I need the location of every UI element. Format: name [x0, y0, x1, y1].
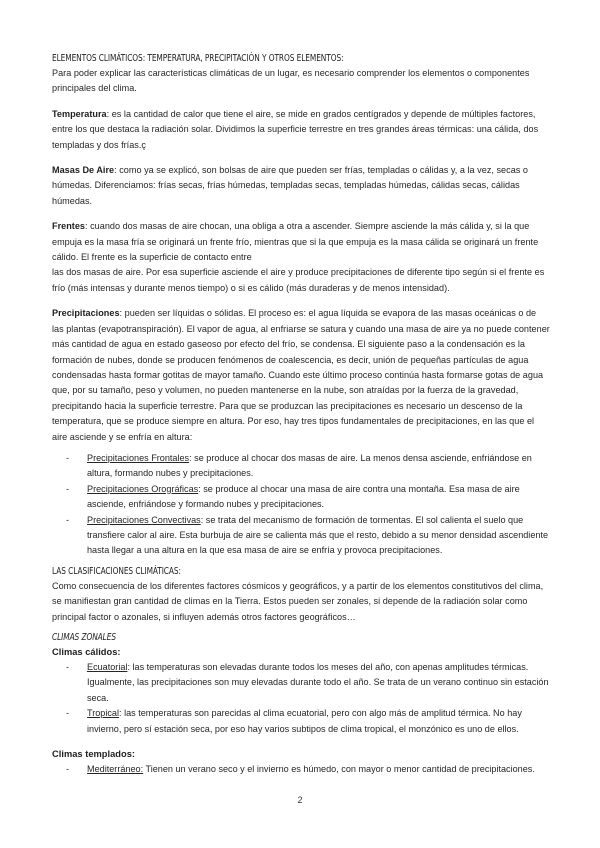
frentes-text: : cuando dos masas de aire chocan, una obliga a otra a ascender. Siempre asciende la más cálida y, si la que empuja es la masa fría se originará un frente frío, mientras que si la que empuja es la masa cálida se originará un frente cálido. El frente es la superficie de contacto entre — [52, 221, 539, 263]
precipitaciones-paragraph — [52, 306, 550, 445]
climas-calidos-list — [52, 660, 550, 737]
frentes-paragraph — [52, 219, 550, 265]
precipitaciones-text: : pueden ser líquidas o sólidas. El proceso es: el agua líquida se evapora de las masas oceánicas o de las plantas (evapotranspiración). El vapor de agua, al enfriarse se satura y cuando una masa de aire ya no puede contener más cantidad de agua en estado gaseoso por efecto del frío, se condensa. El siguiente paso a la condensación es la formación de nubes, donde se producen fenómenos de coalescencia, es decir, unión de pequeñas partículas de agua condensadas hasta formar gotitas de mayor tamaño. Cuando este último proceso continúa hasta formarse gotas de agua que, por su tamaño, peso y volumen, no pueden mantenerse en la nube, son atraídas por la fuerza de la gravedad, precipitando hacia la superficie terrestre. Para que se produzcan las precipitaciones es necesario un descenso de la temperatura, que se produce siempre en altura. Por eso, hay tres tipos fundamentales de precipitaciones, en las que el aire asciende y se enfría en altura: — [52, 308, 550, 442]
subsection-heading-zonales: CLIMAS ZONALES — [52, 632, 116, 643]
list-item-term: Ecuatorial — [87, 662, 128, 672]
list-item: - Precipitaciones Frontales: se produce al chocar dos masas de aire. La menos densa asciende, enfriándose en altura, formando nubes y precipitaciones. — [66, 452, 532, 479]
list-item: - Precipitaciones Convectivas: se trata del mecanismo de formación de tormentas. El sol calienta el suelo que transfiere calor al aire. Esta burbuja de aire se calienta más que el resto, debido a su menor densidad ascendiente hasta llegar a una altura en la que esa masa de aire se enfría y provoca precipitaciones. — [66, 514, 549, 556]
list-item: - Mediterráneo: Tienen un verano seco y el invierno es húmedo, con mayor o menor cantidad de precipitaciones. — [66, 764, 535, 775]
list-item-term: Tropical — [87, 708, 120, 719]
temperatura-term: Temperatura — [52, 108, 107, 119]
temperatura-text: : es la cantidad de calor que tiene el aire, se mide en grados centígrados y depende de múltiples factores, entre los que destaca la radiación solar. Dividimos la superficie terrestre en tres grandes áreas térmicas: una cálida, dos templadas y dos frías.ç — [52, 108, 539, 150]
list-item-term: Mediterráneo: — [87, 764, 144, 775]
masas-term: Masas De Aire — [52, 165, 115, 176]
intro-paragraph: Para poder explicar las características climáticas de un lugar, es necesario comprender los elementos o componentes principales del clima. — [52, 68, 530, 94]
frentes-term: Frentes — [52, 221, 85, 232]
list-item: - Ecuatorial: las temperaturas son elevadas durante todos los meses del año, con apenas amplitudes térmicas. Igualmente, las precipitaciones son muy elevadas durante todo el año. Se trata de un verano continuo sin estación seca. — [66, 662, 549, 703]
page-number: 2 — [297, 795, 303, 805]
climas-calidos-label: Climas cálidos: — [52, 647, 121, 657]
document-page — [52, 52, 550, 777]
section-heading-clasificaciones: LAS CLASIFICACIONES CLIMÁTICAS: — [52, 565, 181, 577]
precipitaciones-list — [52, 451, 550, 559]
precipitaciones-term: Precipitaciones — [52, 308, 120, 319]
masas-paragraph — [52, 163, 550, 209]
climas-templados-label: Climas templados: — [52, 749, 135, 760]
section-heading-elementos: ELEMENTOS CLIMÁTICOS: TEMPERATURA, PRECIPITACIÓN Y OTROS ELEMENTOS: — [52, 53, 344, 64]
masas-text: : como ya se explicó, son bolsas de aire que pueden ser frías, templadas o cálidas y, a la vez, secas o húmedas. Diferenciamos: frías secas, frías húmedas, templadas secas, templadas húmedas, cálidas secas, cálidas húmedas. — [52, 165, 528, 206]
list-item: - Precipitaciones Orográficas: se produce al chocar una masa de aire contra una montaña. Esa masa de aire asciende, enfriándose y formando nubes y precipitaciones. — [66, 483, 520, 510]
list-item-term: Precipitaciones Orográficas — [87, 483, 199, 494]
list-item-term: Precipitaciones Frontales — [87, 452, 190, 463]
frentes-paragraph-2: las dos masas de aire. Por esa superficie asciende el aire y produce precipitaciones de diferente tipo según si el frente es frío (más intensas y durante menos tiempo) o si es cálido (más duraderas y de menos intensidad). — [52, 267, 545, 293]
list-item-term: Precipitaciones Convectivas — [87, 514, 201, 525]
temperatura-paragraph — [52, 107, 550, 153]
climas-templados-list — [52, 762, 550, 777]
list-item: - Tropical: las temperaturas son parecidas al clima ecuatorial, pero con algo más de amplitud térmica. No hay invierno, pero sí estación seca, por eso hay varios subtipos de clima tropical, el monzónico es uno de ellos. — [66, 708, 522, 734]
clasificaciones-paragraph: Como consecuencia de los diferentes factores cósmicos y geográficos, y a partir de los elementos constitutivos del clima, se manifiestan gran cantidad de climas en la Tierra. Estos pueden ser zonales, si depende de la radiación solar como principal factor o azonales, si influyen además otros factores geográficos… — [52, 580, 544, 622]
